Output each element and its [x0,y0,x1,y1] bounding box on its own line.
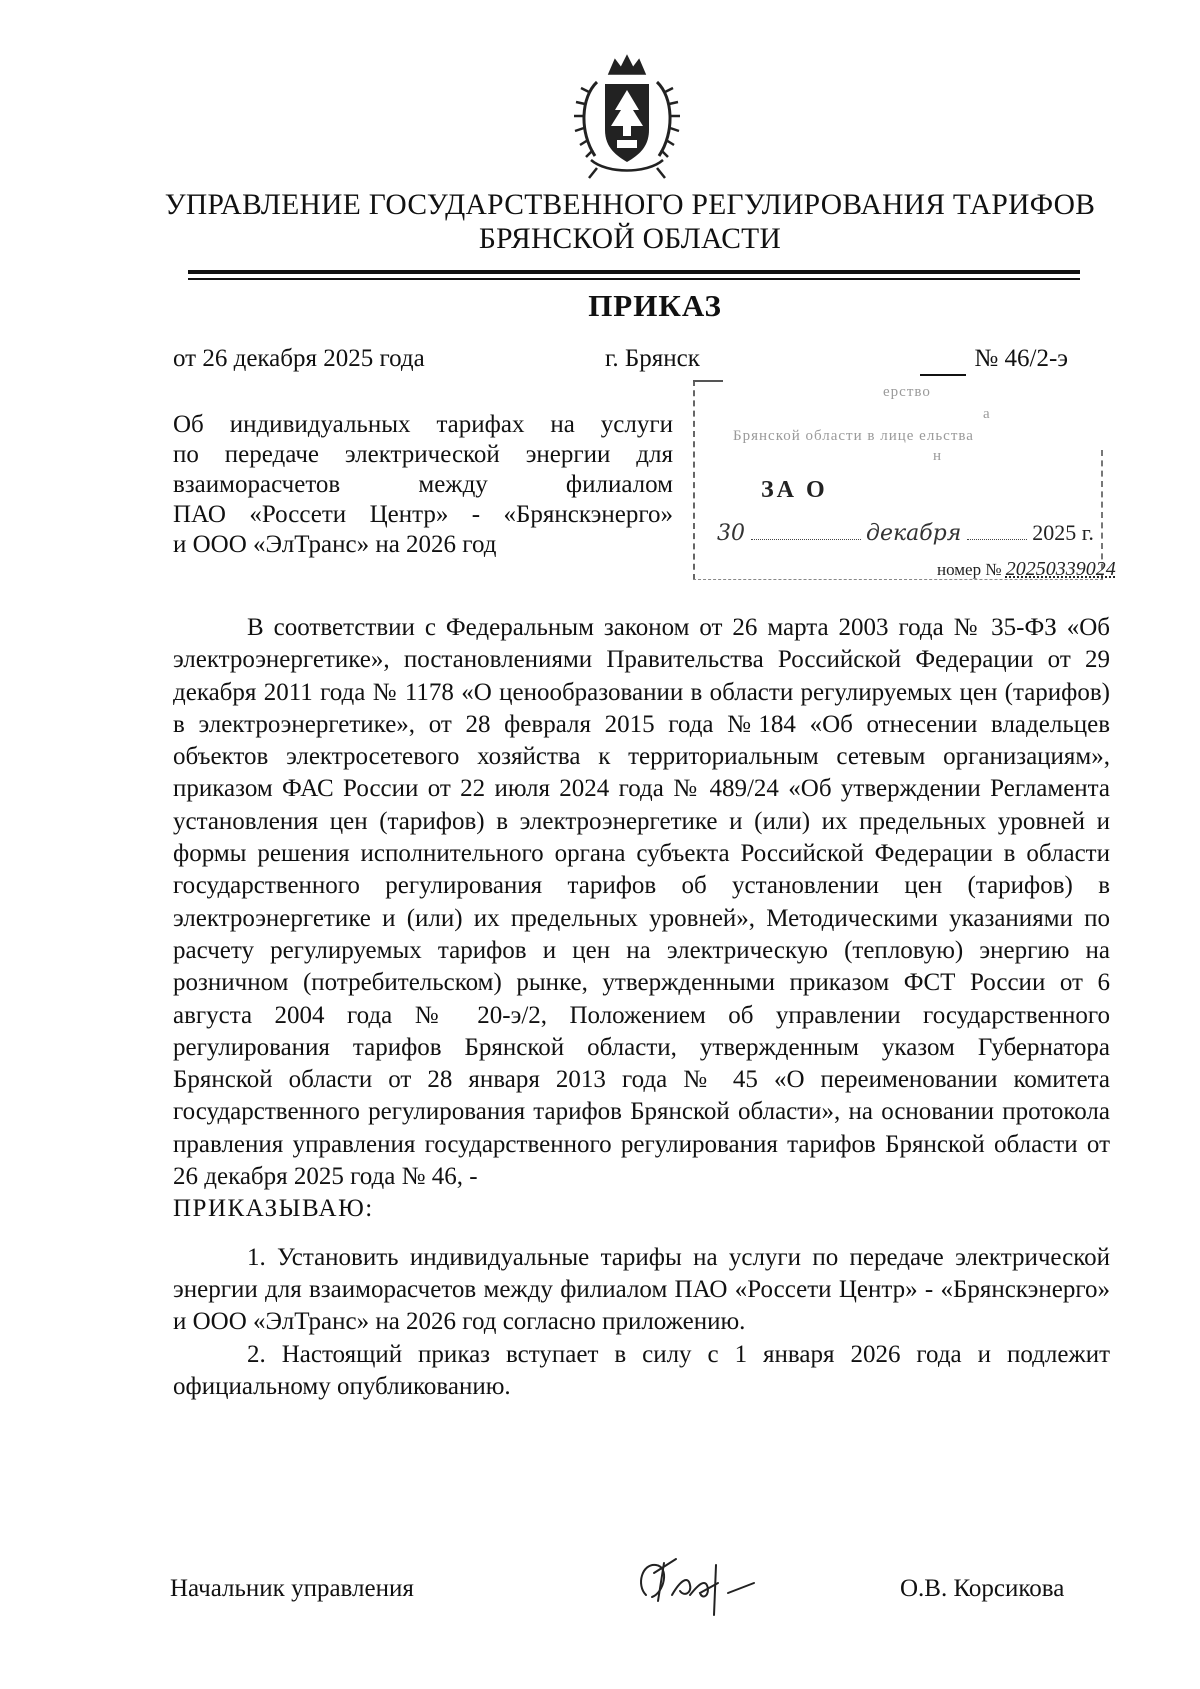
stamp-faint-text: н [933,448,943,464]
organization-name-line2: БРЯНСКОЙ ОБЛАСТИ [478,223,782,255]
stamp-registered-word: ЗА О [761,477,828,503]
document-type-title: ПРИКАЗ [588,288,722,323]
stamp-frame-top [693,380,723,382]
organization-name [150,188,1110,256]
stamp-date-dots [967,539,1027,540]
stamp-date-year: 2025 г. [1032,520,1094,545]
stamp-date-dots [751,539,861,540]
header-rule-thin [188,278,1080,280]
stamp-registration-number [937,558,1116,581]
order-command-word: ПРИКАЗЫВАЮ: [173,1195,374,1223]
stamp-faint-text: Брянской области в лице ельства [733,428,974,444]
subject-line: взаиморасчетов между филиалом [173,471,673,498]
order-number-underline [920,374,966,376]
order-item-1: 1. Установить индивидуальные тарифы на услуги по передаче электрической энергии для взаиморасчетов между филиалом ПАО «Россети Центр» - «Брянскэнерго» и ООО «ЭлТранс» на 2026 год согласно приложению. [173,1243,1110,1336]
stamp-date-month: декабря [866,521,962,546]
stamp-faint-text: а [983,406,991,422]
coat-of-arms-emblem [567,52,687,184]
order-item-2: 2. Настоящий приказ вступает в силу с 1 января 2026 года и подлежит официальному опубликованию. [173,1340,1110,1400]
signatory-position: Начальник управления [170,1575,414,1602]
registration-stamp [693,380,1116,582]
stamp-date-day: 30 [717,521,745,546]
stamp-frame-left [693,380,697,580]
order-preamble: В соответствии с Федеральным законом от 26 марта 2003 года № 35-ФЗ «Об электроэнергетике», постановлениями Правительства Российской Федерации от 29 декабря 2011 года № 1178 «О ценообразовании в области регулируемых цен (тарифов) в электроэнергетике», от 28 февраля 2015 года №184 «Об отнесении владельцев объектов электросетевого хозяйства к территориальным сетевым организациям», приказом ФАС России от 22 июля 2024 года № 489/24 «Об утверждении Регламента установления цен (тарифов) в электроэнергетике и (или) их предельных уровней и формы решения исполнительного органа субъекта Российской Федерации в области государственного регулирования тарифов об установлении цен (тарифов) в электроэнергетике и (или) их предельных уровней», Методическими указаниями по расчету регулируемых тарифов и цен на электрическую (тепловую) энергию на розничном (потребительском) рынке, утвержденными приказом ФСТ России от 6 августа 2004 года № 20-э/2, Положением об управлении государственного регулирования тарифов Брянской области, утвержденным указом Губернатора Брянской области от 28 января 2013 года № 45 «О переименовании комитета государственного регулирования тарифов Брянской области», на основании протокола правления управления государственного регулирования тарифов Брянской области от 26 декабря 2025 года № 46, - [173,614,1110,1191]
order-number: № 46/2-э [974,345,1068,372]
stamp-number-label: номер № [937,560,1002,579]
order-date: от 26 декабря 2025 года [173,345,425,372]
subject-line: по передаче электрической энергии для [173,441,673,468]
stamp-registration-date [717,520,1094,546]
signatory-name: О.В. Корсикова [900,1575,1065,1602]
stamp-faint-text: ерство [883,384,931,400]
header-rule-thick [188,270,1080,274]
order-body [173,612,1110,1403]
order-subject [173,410,673,560]
subject-line: ПАО «Россети Центр» - «Брянскэнерго» [173,501,673,528]
subject-line: и ООО «ЭлТранс» на 2026 год [173,531,497,558]
subject-line: Об индивидуальных тарифах на услуги [173,411,673,438]
organization-name-line1: УПРАВЛЕНИЕ ГОСУДАРСТВЕННОГО РЕГУЛИРОВАНИЯ ТАРИФОВ [164,189,1096,221]
handwritten-signature [628,1545,778,1625]
order-city: г. Брянск [605,345,700,372]
stamp-number-value: 20250339024 [1005,558,1116,580]
